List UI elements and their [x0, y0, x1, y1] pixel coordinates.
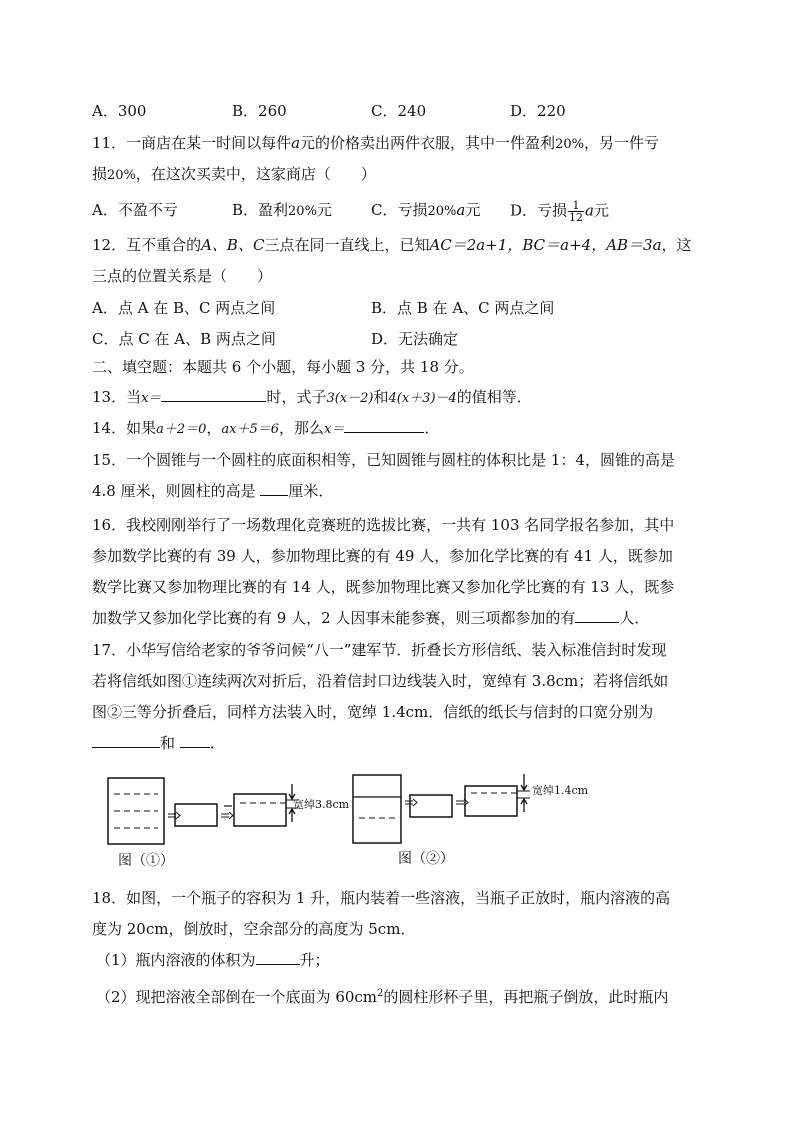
q17-figure: [100, 770, 660, 875]
q18-part-2: [96, 984, 668, 1007]
folded-paper: [410, 795, 452, 817]
q13-text: 的值相等．: [456, 388, 532, 406]
q11-option-c-unit: 元: [465, 201, 481, 219]
q11-option-c: [371, 200, 480, 222]
q11-option-d: [510, 200, 609, 223]
q13-expression-1: 3(x－2): [326, 391, 374, 406]
q14-text: 14．如果: [92, 419, 157, 437]
q11-text: ，另一件亏: [583, 134, 659, 152]
q18-superscript: 2: [377, 988, 384, 999]
q14-text: ，: [206, 419, 222, 437]
q16-line-1: 16．我校刚刚举行了一场数理化竞赛班的选拔比赛，一共有 103 名同学报名参加，其中: [92, 516, 675, 534]
q11-text: ，在这次买卖中，这家商店（ ）: [135, 165, 376, 183]
q17-answer-blank-1[interactable]: [92, 733, 160, 748]
q18-answer-blank[interactable]: [256, 950, 300, 965]
q16-answer-blank[interactable]: [575, 608, 619, 623]
fig2-caption: 图（②）: [398, 851, 454, 867]
q14-line: [92, 418, 439, 440]
fig1-caption: 图（①）: [118, 853, 174, 869]
q17-text: 和: [160, 734, 176, 752]
q12-text: 三点在同一直线上，已知: [264, 236, 430, 254]
q12-text: ，这: [661, 236, 692, 254]
arrow-down-icon: [289, 784, 295, 799]
q11-option-d-unit: 元: [593, 201, 609, 220]
q11-option-b-unit: 元: [316, 201, 332, 219]
q17-line-4: [92, 733, 225, 753]
q13-line: [92, 387, 532, 409]
fraction-numerator: 1: [568, 200, 584, 212]
q14-expression-1: a＋2＝0: [156, 422, 207, 437]
q12-points: A、B、C: [201, 236, 265, 254]
figure-2: [353, 774, 589, 867]
q11-percent: 20%: [555, 137, 584, 152]
q18-part-1: [96, 950, 330, 970]
envelope: [465, 786, 517, 816]
arrow-icon: [221, 812, 233, 819]
q16-text: 人．: [619, 609, 650, 627]
q12-option-d: D．无法确定: [371, 330, 459, 348]
q11-option-a: A．不盈不亏: [92, 201, 178, 219]
q11-text: 损: [92, 165, 108, 183]
q10-option-d: D．220: [510, 102, 566, 120]
q18-text: 升；: [299, 951, 330, 969]
q17-line-2: 若将信纸如图①连续两次对折后，沿着信封口边线装入时，宽绰有 3.8cm；若将信纸如: [92, 672, 669, 690]
q16-text: 加数学又参加化学比赛的有 9 人，2 人因事未能参赛，则三项都参加的有: [92, 609, 576, 627]
arrow-icon: [168, 812, 180, 819]
q14-answer-blank[interactable]: [344, 418, 424, 433]
envelope: [234, 794, 286, 826]
q11-text: 元的价格卖出两件衣服，其中一件盈利: [300, 134, 556, 152]
q17-answer-blank-2[interactable]: [180, 733, 210, 748]
fig1-margin-label: 宽绰3.8cm: [293, 798, 350, 811]
q11-option-c-label: C．亏损: [371, 201, 428, 219]
fraction-denominator: 12: [569, 211, 584, 224]
q11-option-c-value: 20%: [427, 204, 457, 219]
q12-text: 12．互不重合的: [92, 236, 202, 254]
q18-text: 的圆柱形杯子里，再把瓶子倒放，此时瓶内: [383, 988, 669, 1006]
q17-line-3: 图②三等分折叠后，同样方法装入时，宽绰 1.4cm．信纸的纸长与信封的口宽分别为: [92, 703, 654, 721]
figure-1: [108, 778, 350, 869]
q11-line-2: [92, 164, 376, 186]
q14-variable: x＝: [324, 422, 345, 437]
q17-line-1: 17．小华写信给老家的爷爷问候“八一”建军节．折叠长方形信纸、装入标准信封时发现: [92, 641, 667, 659]
q10-option-c: C．240: [371, 102, 427, 120]
q11-line-1: [92, 133, 659, 155]
arrow-icon: [456, 799, 468, 806]
q11-option-b-label: B．盈利: [232, 201, 289, 219]
q12-line-2: 三点的位置关系是（ ）: [92, 267, 273, 285]
q18-text: （2）现把溶液全部倒在一个底面为 60cm: [96, 988, 378, 1006]
q11-var-a: a: [291, 134, 301, 152]
q14-expression-2: ax＋5＝6: [221, 422, 280, 437]
fig2-margin-label: 宽绰1.4cm: [532, 784, 589, 797]
q11-option-b: [232, 200, 332, 222]
q18-text: （1）瓶内溶液的体积为: [96, 951, 256, 969]
q12-conditions: AC＝2a+1，BC＝a+4，AB＝3a: [429, 236, 662, 254]
arrow-down-icon: [521, 774, 527, 790]
q17-text: ．: [209, 734, 225, 752]
q12-line-1: [92, 235, 692, 255]
q14-text: ，那么: [279, 419, 325, 437]
q18-line-2: 度为 20cm，倒放时，空余部分的高度为 5cm．: [92, 920, 416, 938]
q15-text: 厘米．: [288, 482, 334, 500]
q13-expression-2: 4(x＋3)－4: [388, 391, 457, 406]
q12-option-b: B．点 B 在 A、C 两点之间: [371, 299, 555, 317]
arrow-up-icon: [521, 799, 527, 812]
q10-option-a: A．300: [92, 102, 147, 120]
q11-option-d-label: D．亏损: [510, 201, 568, 220]
q18-line-1: 18．如图，一个瓶子的容积为 1 升，瓶内装着一些溶液，当瓶子正放时，瓶内溶液的高: [92, 889, 671, 907]
q13-text: 13．当: [92, 388, 142, 406]
q15-line-1: 15．一个圆锥与一个圆柱的底面积相等，已知圆锥与圆柱的体积比是 1：4，圆锥的高是: [92, 451, 675, 469]
section-heading: 二、填空题：本题共 6 个小题，每小题 3 分，共 18 分。: [92, 358, 474, 376]
q11-text: 11．一商店在某一时间以每件: [92, 134, 292, 152]
q11-var-a: a: [585, 201, 594, 220]
arrow-icon: [405, 799, 417, 806]
q10-option-b: B．260: [232, 102, 287, 120]
folded-paper: [175, 804, 217, 826]
q16-line-4: [92, 608, 649, 628]
q15-line-2: [92, 481, 333, 501]
q15-text: 4.8 厘米，则圆柱的高是: [92, 482, 256, 500]
q16-line-2: 参加数学比赛的有 39 人，参加物理比赛的有 49 人，参加化学比赛的有 41 人，既参加: [92, 547, 673, 565]
q13-text: 时，式子: [266, 388, 327, 406]
q13-variable: x＝: [141, 391, 162, 406]
q11-option-b-value: 20%: [288, 204, 317, 219]
q15-answer-blank[interactable]: [260, 481, 288, 496]
q13-text: 和: [373, 388, 389, 406]
q12-option-a: A．点 A 在 B、C 两点之间: [92, 299, 276, 317]
q16-line-3: 数学比赛又参加物理比赛的有 14 人，既参加物理比赛又参加化学比赛的有 13 人，既参: [92, 578, 675, 596]
letter-paper: [353, 775, 401, 843]
q13-answer-blank[interactable]: [161, 387, 266, 402]
q14-text: ．: [424, 419, 440, 437]
q11-percent: 20%: [107, 168, 136, 183]
q12-option-c: C．点 C 在 A、B 两点之间: [92, 330, 276, 348]
q11-var-a: a: [456, 201, 466, 219]
q11-fraction: [568, 200, 584, 223]
